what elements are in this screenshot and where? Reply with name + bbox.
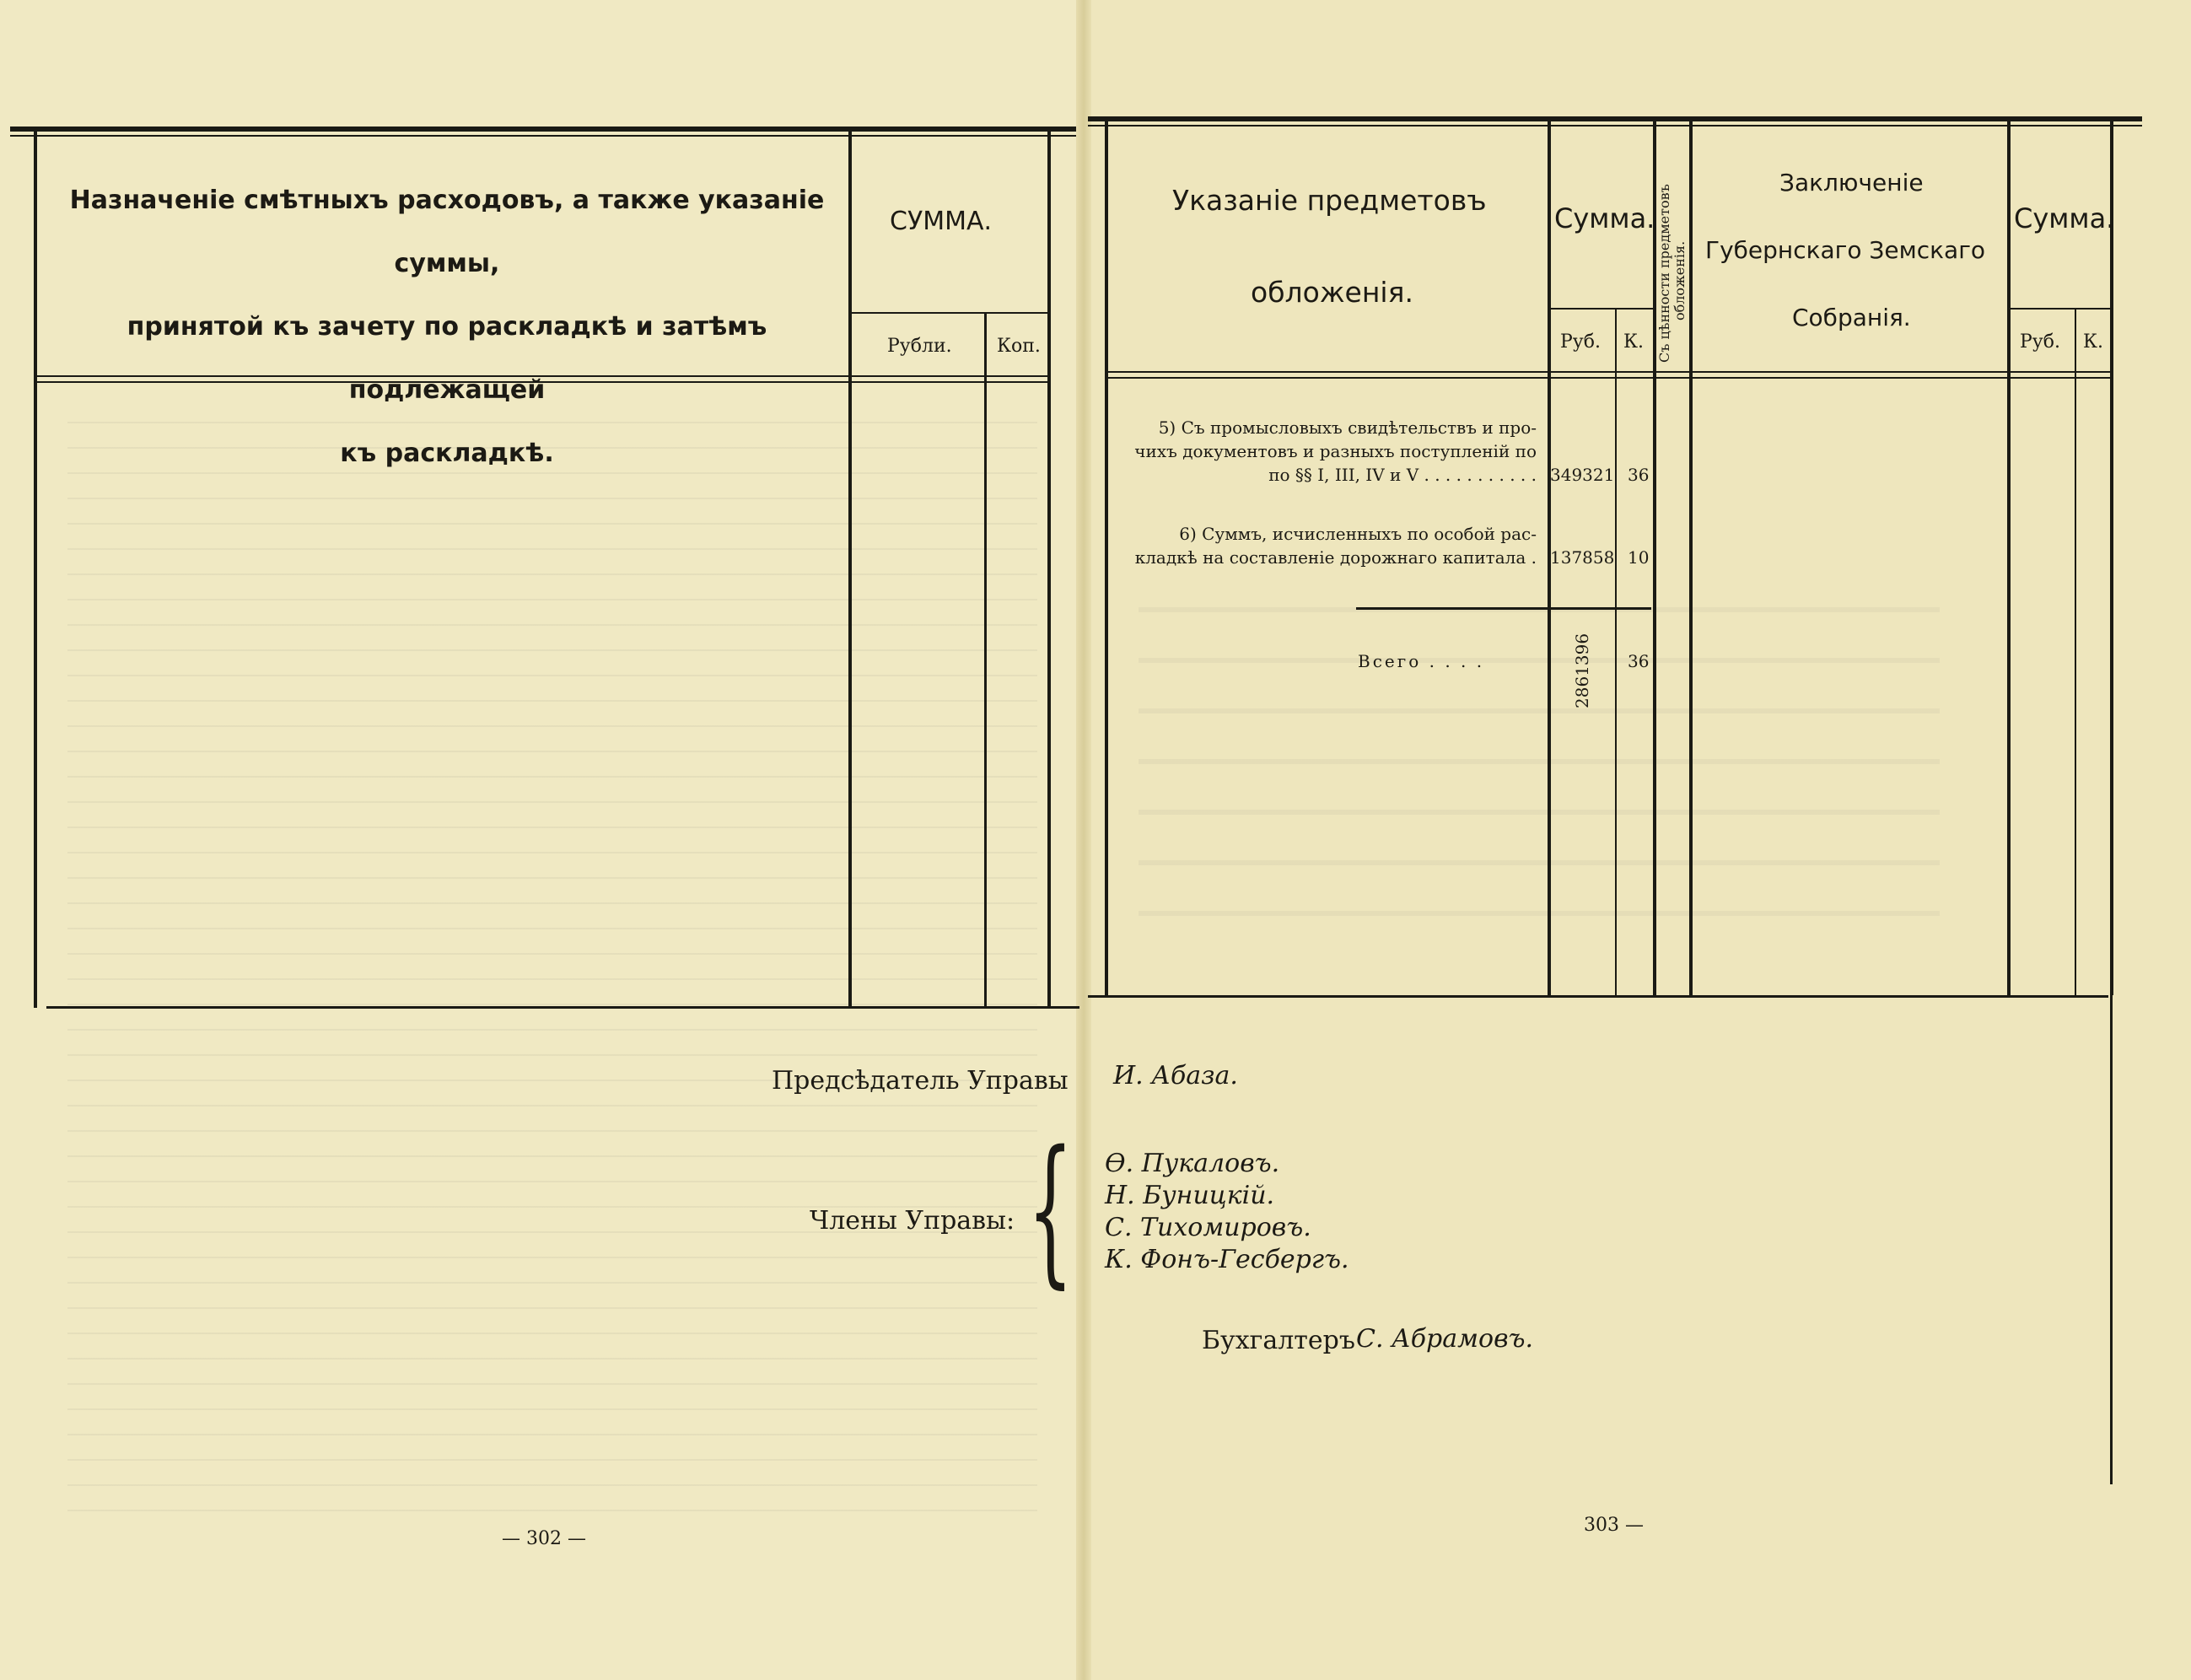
row-5-text bbox=[1115, 416, 1537, 487]
right-header-conclusion-line-1: Заключеніе bbox=[1779, 169, 1924, 197]
row-6-kop: 10 bbox=[1628, 547, 1650, 568]
left-header-line-3: къ раскладкѣ. bbox=[340, 439, 554, 468]
member-4: К. Фонъ-Гесбергъ. bbox=[1105, 1245, 1349, 1274]
left-header-line-2: принятой къ зачету по раскладкѣ и затѣмъ подлежащей bbox=[127, 312, 767, 405]
accountant-name: С. Абрамовъ. bbox=[1356, 1324, 1534, 1354]
left-header-line-1: Назначеніе смѣтныхъ расходовъ, а также указаніе суммы, bbox=[69, 186, 825, 278]
chairman-name: И. Абаза. bbox=[1113, 1061, 1238, 1090]
right-header-conclusion-line-2: Губернскаго Земскаго bbox=[1705, 236, 1986, 264]
left-header-purpose bbox=[51, 169, 843, 485]
left-table-border-left bbox=[34, 127, 37, 1008]
right-header-items-line-1: Указаніе предметовъ bbox=[1172, 184, 1487, 217]
right-sum-subheader-rule bbox=[1549, 308, 1655, 310]
left-col-kopecks: Коп. bbox=[997, 336, 1041, 357]
row-5-rub: 349321 bbox=[1550, 465, 1615, 485]
row-5-line-3: по §§ I, III, IV и V . . . . . . . . . . . bbox=[1268, 465, 1537, 485]
left-col-rubles: Рубли. bbox=[887, 336, 952, 357]
row-5-kop: 36 bbox=[1628, 465, 1650, 485]
right-header-sum2: Сумма. bbox=[2014, 202, 2115, 234]
right-total-separator bbox=[1356, 607, 1651, 610]
right-table-bottom-rule bbox=[1088, 995, 2108, 998]
left-table-divider-kop bbox=[984, 312, 987, 1008]
row-6-text bbox=[1115, 522, 1537, 569]
right-divider-kop bbox=[1615, 308, 1617, 995]
right-header-bottom-rule bbox=[1106, 371, 2113, 373]
total-rub: 2861396 bbox=[1572, 633, 1592, 708]
left-top-rule bbox=[10, 127, 1076, 132]
right-col-rub: Руб. bbox=[1560, 331, 1601, 353]
accountant-title: Бухгалтеръ bbox=[1202, 1326, 1355, 1355]
right-col-rub2: Руб. bbox=[2020, 331, 2060, 353]
left-table-border-right bbox=[1047, 127, 1051, 1008]
book-gutter bbox=[1076, 0, 1091, 1680]
chairman-title: Предсѣдатель Управы bbox=[772, 1066, 1069, 1096]
left-table-divider-sum bbox=[848, 127, 852, 1008]
total-kop: 36 bbox=[1628, 651, 1650, 671]
right-header-conclusion-line-3: Собранія. bbox=[1792, 304, 1911, 331]
right-sum2-subheader-rule bbox=[2009, 308, 2112, 310]
right-table-border-left bbox=[1105, 118, 1108, 995]
row-6-rub: 137858 bbox=[1550, 547, 1615, 568]
right-header-bottom-rule2 bbox=[1106, 377, 2113, 379]
member-2: Н. Буницкій. bbox=[1105, 1181, 1275, 1210]
left-header-sum: СУММА. bbox=[890, 207, 993, 236]
right-col-value-line-2: обложенія. bbox=[1672, 240, 1688, 320]
right-col-k: К. bbox=[1623, 331, 1645, 353]
right-col-value-line-1: Съ цѣнности предметовъ bbox=[1656, 184, 1672, 363]
right-header-items-line-2: обложенія. bbox=[1251, 276, 1413, 309]
right-top-rule bbox=[1088, 116, 2142, 121]
right-divider-sum2 bbox=[2007, 118, 2011, 995]
right-page-number: 303 — bbox=[1584, 1515, 1644, 1536]
left-top-rule-thin bbox=[10, 135, 1076, 137]
left-table-bottom-rule bbox=[46, 1006, 1079, 1009]
left-page-number: — 302 — bbox=[502, 1528, 586, 1549]
right-margin-rule bbox=[2110, 995, 2113, 1484]
right-col-k2: К. bbox=[2083, 331, 2104, 353]
members-brace: { bbox=[1027, 1117, 1074, 1303]
members-title: Члены Управы: bbox=[810, 1206, 1015, 1236]
show-through-texture bbox=[67, 422, 1037, 1518]
show-through-texture-right bbox=[1139, 607, 1940, 961]
left-sum-subheader-rule bbox=[850, 312, 1049, 314]
right-divider-conclusion bbox=[1689, 118, 1693, 995]
row-5-line-1: 5) Съ промысловыхъ свидѣтельствъ и про- bbox=[1158, 417, 1537, 438]
row-6-line-1: 6) Суммъ, исчисленныхъ по особой рас- bbox=[1179, 524, 1537, 544]
total-label: Всего . . . . bbox=[1358, 651, 1485, 671]
row-6-line-2: кладкѣ на составленіе дорожнаго капитала . bbox=[1134, 547, 1537, 568]
right-table-border-right bbox=[2110, 118, 2113, 995]
right-divider-kop2 bbox=[2075, 308, 2076, 995]
member-1: Ѳ. Пукаловъ. bbox=[1105, 1149, 1280, 1178]
right-col-value-vertical bbox=[1657, 184, 1688, 363]
row-5-line-2: чихъ документовъ и разныхъ поступленій по bbox=[1134, 441, 1537, 461]
right-header-sum: Сумма. bbox=[1554, 202, 1655, 234]
right-top-rule-thin bbox=[1088, 125, 2142, 127]
member-3: С. Тихомировъ. bbox=[1105, 1213, 1311, 1242]
